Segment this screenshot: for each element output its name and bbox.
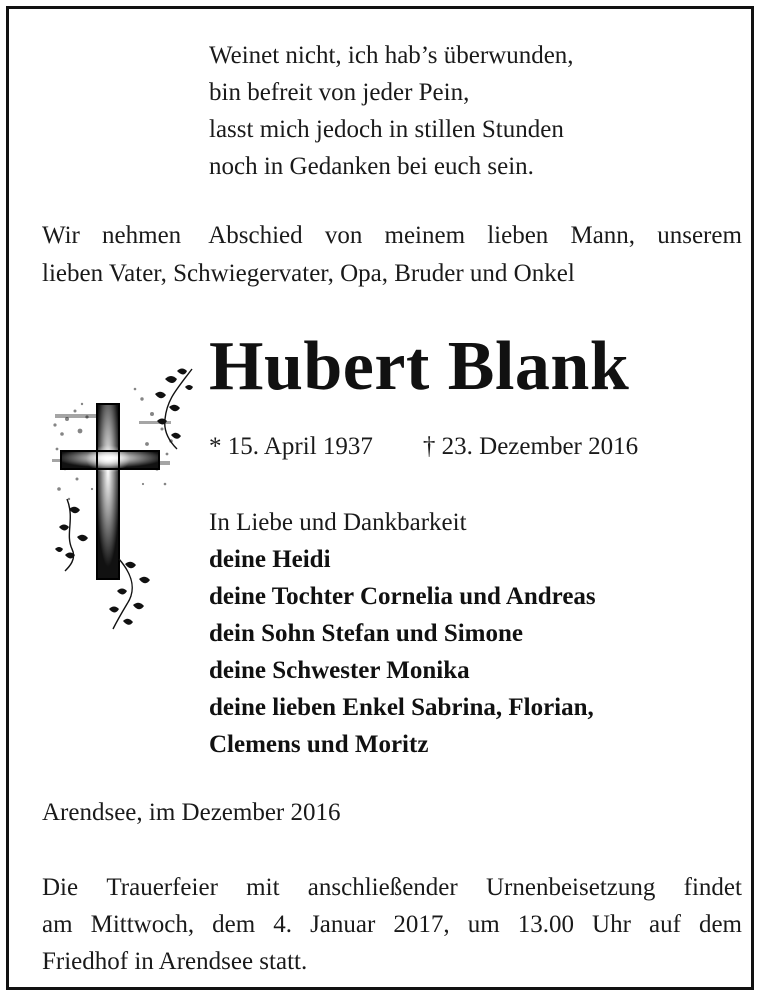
intro-word: Abschied [203,222,303,249]
service-word: Mittwoch, [90,911,195,938]
intro-word: meinem [384,222,466,249]
intro-word: Mann, [570,222,636,249]
birth-date: * 15. April 1937 [209,433,373,460]
mourner-name: dein Sohn Stefan und Simone [209,620,524,647]
service-line-1 [42,869,742,906]
service-word: 13.00 [517,911,574,938]
service-line-2 [42,906,742,943]
service-word: 2017, [393,911,450,938]
mourner-name: deine Heidi [209,546,331,573]
intro-word: von [324,222,363,249]
cross-with-ivy-icon [47,359,207,639]
intro-line-2: lieben Vater, Schwiegervater, Opa, Bruder und Onkel [42,260,575,287]
mourner-name: deine Tochter Cornelia und Andreas [209,583,596,610]
service-word: Urnenbeisetzung [485,874,656,901]
poem-line: bin befreit von jeder Pein, [209,79,470,106]
service-word: Trauerfeier [106,874,218,901]
intro-word: Wir [42,222,80,249]
mourners-opening: In Liebe und Dankbarkeit [209,509,467,536]
service-info [42,869,742,980]
service-word: findet [683,874,742,901]
intro-word: unserem [657,222,742,249]
life-dates [209,429,638,465]
death-date: † 23. Dezember 2016 [422,433,639,460]
service-word: am [42,911,73,938]
poem-line: noch in Gedanken bei euch sein. [209,153,534,180]
poem-line: lasst mich jedoch in stillen Stunden [209,116,564,143]
service-word: mit [246,874,280,901]
service-word: anschließender [307,874,458,901]
place-date: Arendsee, im Dezember 2016 [42,799,341,826]
deceased-name: Hubert Blank [209,328,630,405]
mourner-name: deine Schwester Monika [209,657,470,684]
mourner-name: deine lieben Enkel Sabrina, Florian, [209,694,594,721]
mourner-name: Clemens und Moritz [209,731,429,758]
poem-line: Weinet nicht, ich hab’s überwunden, [209,42,574,69]
service-word: um [467,911,500,938]
obituary-frame [6,6,754,990]
service-word: dem [212,911,256,938]
service-word: Die [42,874,79,901]
service-word: 4. [273,911,292,938]
intro-word: lieben [487,222,549,249]
service-line-3: Friedhof in Arendsee statt. [42,948,308,975]
service-word: dem [698,911,742,938]
mourners-list [209,504,596,763]
poem [209,37,574,185]
intro-word: nehmen [102,222,182,249]
service-word: Januar [310,911,376,938]
service-word: Uhr [592,911,631,938]
service-word: auf [648,911,681,938]
intro-text [42,217,742,293]
intro-line-1 [42,217,742,255]
